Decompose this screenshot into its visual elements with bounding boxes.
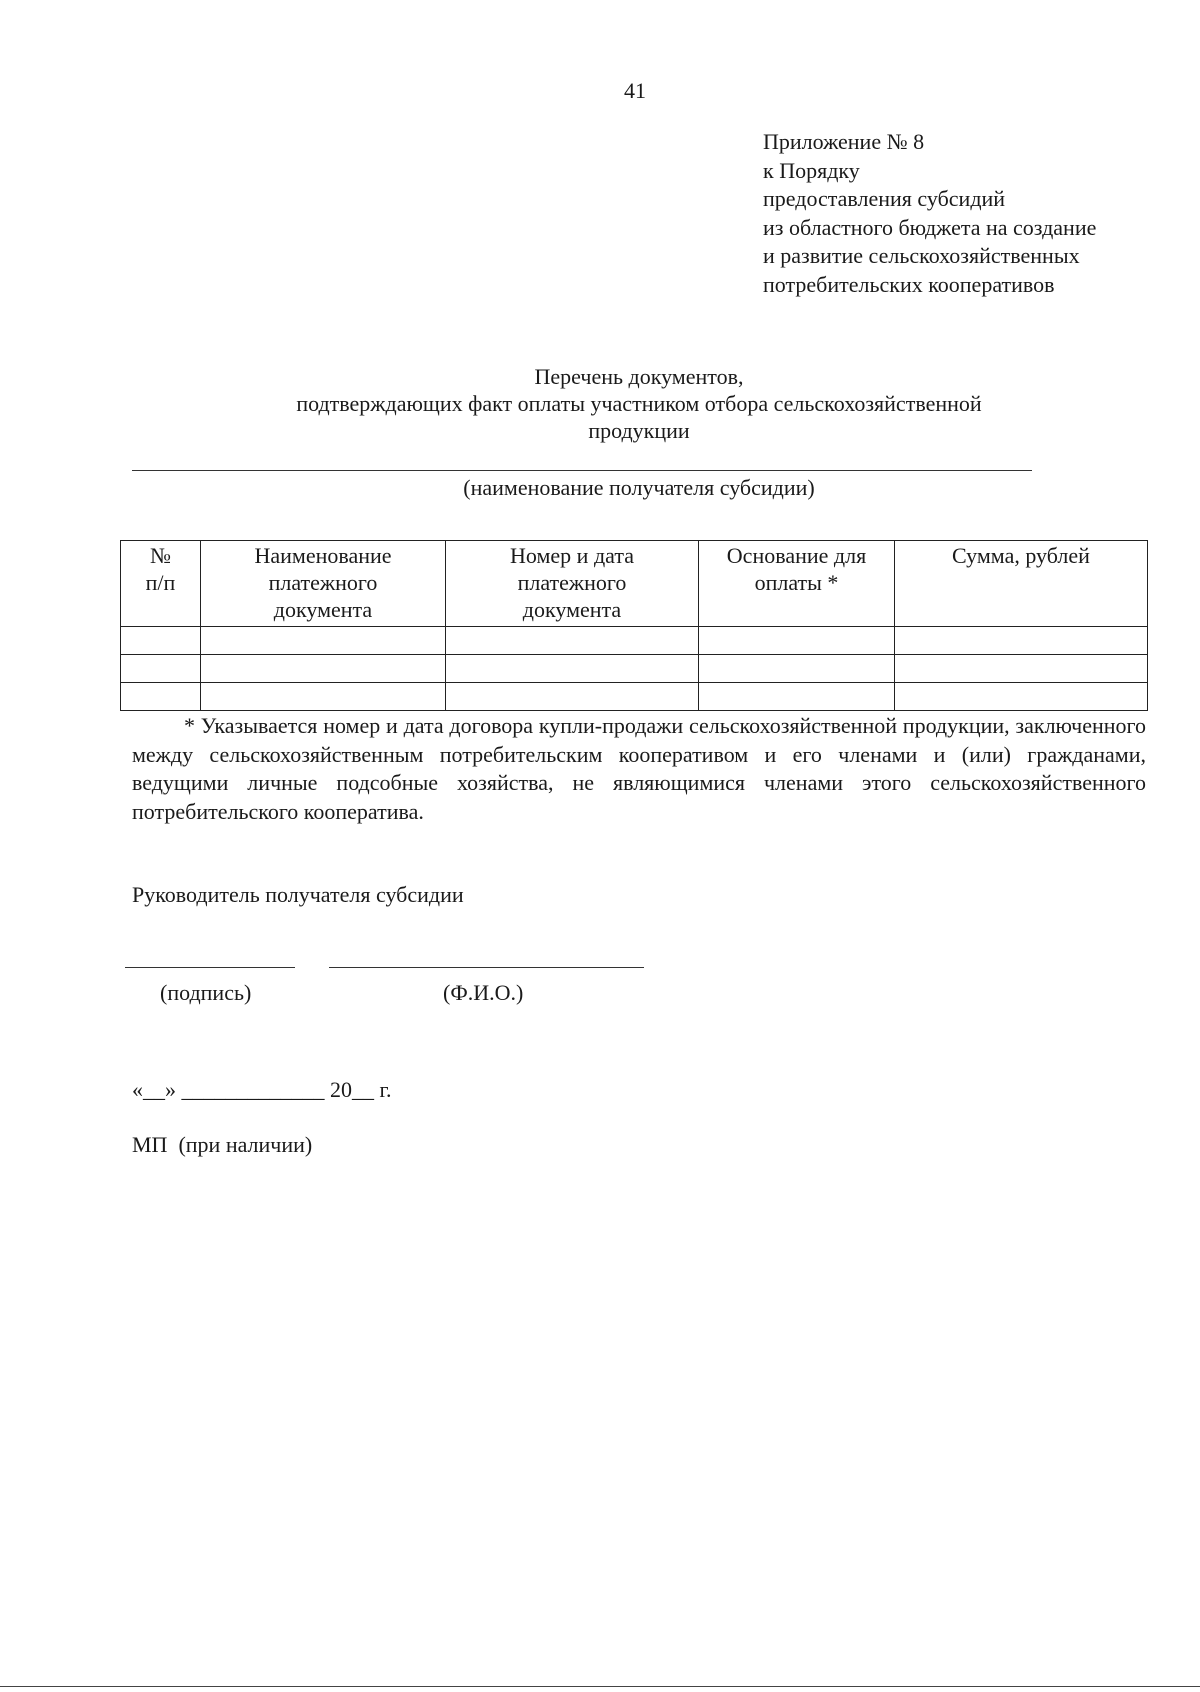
column-header-number: № п/п: [121, 541, 201, 627]
signature-caption: (подпись): [160, 980, 252, 1005]
document-title: [130, 363, 1148, 444]
table-cell[interactable]: [201, 655, 446, 683]
title-line: Перечень документов,: [534, 364, 744, 389]
title-line: подтверждающих факт оплаты участником отбора сельскохозяйственной: [296, 391, 982, 416]
page-bottom-rule: [0, 1686, 1200, 1687]
table-cell[interactable]: [699, 683, 895, 711]
table-cell[interactable]: [121, 627, 201, 655]
annex-line: потребительских кооперативов: [763, 271, 1055, 297]
recipient-name-line[interactable]: [132, 470, 1032, 471]
table-cell[interactable]: [895, 627, 1148, 655]
annex-line: из областного бюджета на создание: [763, 214, 1097, 240]
stamp-note: МП (при наличии): [132, 1132, 313, 1157]
column-header-number-date: Номер и дата платежного документа: [446, 541, 699, 627]
date-line[interactable]: «__» _____________ 20__ г.: [132, 1077, 392, 1102]
full-name-caption: (Ф.И.О.): [443, 980, 524, 1005]
table-header-row: [121, 541, 1148, 627]
table-cell[interactable]: [895, 655, 1148, 683]
head-of-recipient-label: Руководитель получателя субсидии: [132, 882, 464, 907]
table-row: [121, 683, 1148, 711]
footnote-text: * Указывается номер и дата договора купли-продажи сельскохозяйственной продукции, заключенного между сельскохозяйственным потребительским кооперативом и его членами и (или) гражданами, ведущими личные подсобные хозяйства, не являющимися членами этого сельскохозяйственного потребительского кооператива.: [132, 713, 1146, 824]
full-name-line[interactable]: [329, 967, 644, 968]
column-header-amount: Сумма, рублей: [895, 541, 1148, 627]
footnote: [132, 712, 1146, 826]
annex-block: [763, 128, 1096, 299]
signature-line[interactable]: [125, 967, 295, 968]
table-row: [121, 627, 1148, 655]
table-cell[interactable]: [446, 683, 699, 711]
table-row: [121, 655, 1148, 683]
recipient-caption: (наименование получателя субсидии): [463, 475, 815, 500]
table-cell[interactable]: [121, 683, 201, 711]
annex-line: к Порядку: [763, 157, 860, 183]
title-line: продукции: [588, 418, 690, 443]
table-cell[interactable]: [201, 627, 446, 655]
table-cell[interactable]: [895, 683, 1148, 711]
table-cell[interactable]: [121, 655, 201, 683]
table-cell[interactable]: [201, 683, 446, 711]
annex-line: Приложение № 8: [763, 129, 925, 154]
column-header-payment-basis: Основание для оплаты *: [699, 541, 895, 627]
annex-line: и развитие сельскохозяйственных: [763, 243, 1080, 268]
column-header-document-name: Наименование платежного документа: [201, 541, 446, 627]
table-cell[interactable]: [446, 627, 699, 655]
table-cell[interactable]: [699, 655, 895, 683]
documents-table: [120, 540, 1148, 711]
annex-line: предоставления субсидий: [763, 186, 1006, 211]
table-cell[interactable]: [446, 655, 699, 683]
table-cell[interactable]: [699, 627, 895, 655]
page-number: 41: [624, 78, 646, 103]
